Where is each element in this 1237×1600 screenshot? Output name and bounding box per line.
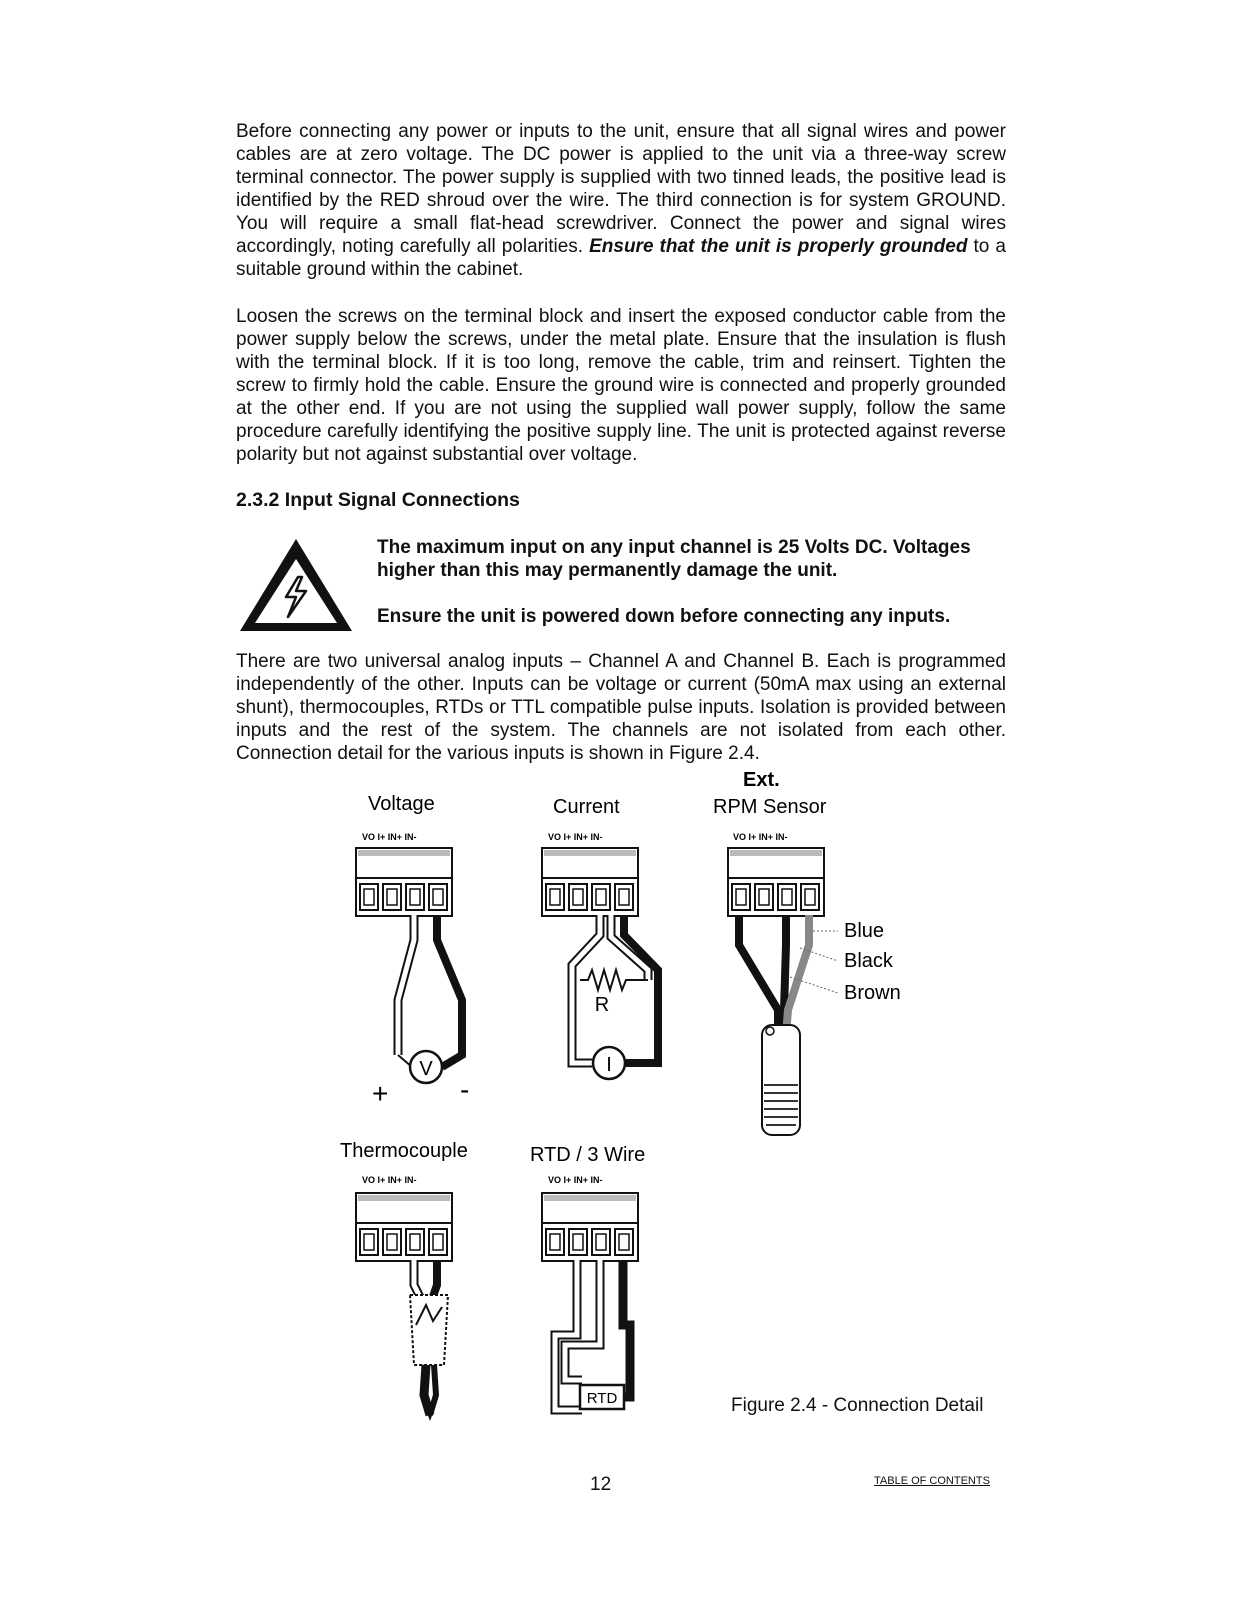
voltage-diagram-title: Voltage (368, 793, 435, 815)
current-diagram-title: Current (553, 796, 620, 818)
rtd-element-label: RTD (586, 1390, 618, 1407)
voltage-terminal-block (356, 848, 452, 916)
high-voltage-warning-icon (236, 535, 356, 635)
thermocouple-sheath (410, 1295, 448, 1365)
thermocouple-pin-labels: VO I+ IN+ IN- (362, 1175, 417, 1185)
rtd-diagram-title: RTD / 3 Wire (530, 1144, 646, 1166)
paragraph-text: Before connecting any power or inputs to the unit, ensure that all signal wires and power cables are at zero voltage. The DC power is applied to the unit via a three-way screw terminal connector. The power supply is supplied with two tinned leads, the positive lead is identified by the RED shroud over the wire. The third connection is for system GROUND. You will require a small flat-head screwdriver. Connect the power and signal wires accordingly, noting carefully all polarities. (236, 121, 1006, 257)
positive-terminal-sign: + (372, 1078, 389, 1109)
shunt-resistor-symbol (580, 970, 648, 990)
rpm-pin-labels: VO I+ IN+ IN- (733, 832, 788, 842)
terminal-block-paragraph: Loosen the screws on the terminal block and insert the exposed conductor cable from the power supply below the screws, under the metal plate. Ensure that the insulation is flush with the terminal block. If it is too long, remove the cable, trim and reinsert. Tighten the screw to firmly hold the cable. Ensure the ground wire is connected and properly grounded at the other end. If you are not using the supplied wall power supply, follow the same procedure carefully identifying the positive supply line. The unit is protected against reverse polarity but not against substantial over voltage. (236, 306, 1006, 465)
connection-detail-figure (330, 765, 950, 1465)
rtd-terminal-block (542, 1193, 638, 1261)
power-down-warning: Ensure the unit is powered down before connecting any inputs. (377, 606, 951, 627)
voltmeter-symbol-label: V (419, 1058, 433, 1080)
wire-label-black: Black (844, 950, 893, 972)
ground-warning-emphasis: Ensure that the unit is properly grounded (589, 236, 968, 257)
wire-label-brown: Brown (844, 982, 901, 1004)
current-pin-labels: VO I+ IN+ IN- (548, 832, 603, 842)
paragraph-text-tail: to a suitable ground within the cabinet. (236, 236, 1006, 280)
thermocouple-terminal-block (356, 1193, 452, 1261)
figure-caption: Figure 2.4 - Connection Detail (731, 1395, 984, 1416)
ammeter-symbol-label: I (606, 1054, 612, 1076)
voltage-pin-labels: VO I+ IN+ IN- (362, 832, 417, 842)
wire-label-blue: Blue (844, 920, 885, 942)
resistor-label: R (594, 994, 610, 1016)
rpm-title-line2: RPM Sensor (713, 796, 827, 818)
analog-inputs-paragraph: There are two universal analog inputs – Channel A and Channel B. Each is programmed independently of the other. Inputs can be voltage or current (50mA max using an external shunt), thermocouples, RTDs or TTL compatible pulse inputs. Isolation is provided between inputs and the rest of the system. The channels are not isolated from each other. Connection detail for the various inputs is shown in Figure 2.4. (236, 651, 1006, 764)
rpm-title-line1: Ext. (743, 769, 780, 791)
table-of-contents-link[interactable]: TABLE OF CONTENTS (874, 1475, 990, 1487)
power-connection-paragraph (236, 120, 1006, 281)
current-terminal-block (542, 848, 638, 916)
section-heading: 2.3.2 Input Signal Connections (236, 489, 520, 511)
page-number: 12 (590, 1474, 612, 1495)
negative-terminal-sign: - (460, 1074, 470, 1105)
max-input-warning: The maximum input on any input channel is 25 Volts DC. Voltages higher than this may permanently damage the unit. (377, 537, 971, 581)
rtd-pin-labels: VO I+ IN+ IN- (548, 1175, 603, 1185)
rpm-terminal-block (728, 848, 824, 916)
thermocouple-diagram-title: Thermocouple (340, 1140, 468, 1162)
rpm-sensor-body (762, 1025, 800, 1135)
